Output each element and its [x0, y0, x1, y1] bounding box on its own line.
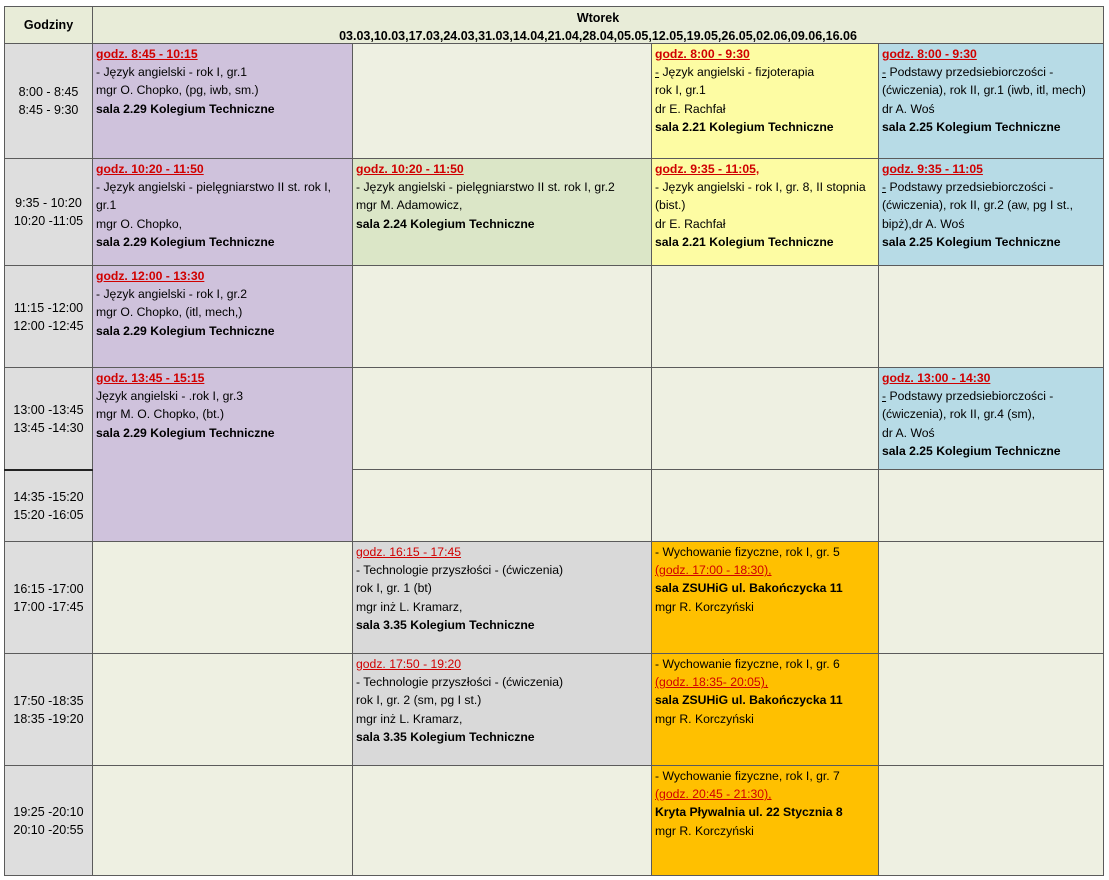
day-header — [92, 6, 1104, 44]
time-slot-end: 20:10 -20:55 — [13, 822, 84, 837]
class-time: godz. 9:35 - 11:05, — [655, 162, 760, 176]
class-subject: - Język angielski - rok I, gr. 8, II stopnia (bist.) — [655, 180, 866, 213]
time-slot-end: 12:00 -12:45 — [13, 318, 84, 333]
time-slot-4 — [4, 367, 93, 470]
time-slot-start: 11:15 -12:00 — [13, 300, 84, 315]
dash-marker: - — [655, 65, 660, 80]
class-teacher: mgr inż L. Kramarz, — [356, 711, 463, 726]
time-slot-end: 13:45 -14:30 — [13, 420, 84, 435]
time-slot-start: 9:35 - 10:20 — [15, 196, 82, 210]
class-group: rok I, gr.1 — [655, 83, 706, 98]
class-subject: - Technologie przyszłości - (ćwiczenia) — [356, 675, 564, 690]
class-room: sala 2.25 Kolegium Techniczne — [882, 443, 1061, 458]
class-time: (godz. 17:00 - 18:30), — [655, 563, 772, 578]
timetable — [4, 6, 1104, 876]
class-group: rok I, gr. 2 (sm, pg I st.) — [356, 693, 482, 708]
empty-cell — [878, 541, 1104, 654]
class-subject: - Podstawy przedsiebiorczości - (ćwiczenia), rok II, gr.4 (sm), — [882, 389, 1054, 422]
empty-cell — [878, 765, 1104, 876]
class-time: godz. 17:50 - 19:20 — [356, 657, 462, 671]
class-time: godz. 13:45 - 15:15 — [96, 371, 205, 385]
class-room: sala 2.29 Kolegium Techniczne — [96, 234, 275, 249]
class-room: sala ZSUHiG ul. Bakończycka 11 — [655, 581, 843, 596]
class-room: sala 2.25 Kolegium Techniczne — [882, 119, 1061, 134]
empty-cell — [352, 43, 652, 159]
time-slot-7 — [4, 653, 93, 766]
class-time: godz. 9:35 - 11:05 — [882, 162, 983, 176]
empty-cell — [352, 469, 652, 542]
slot-divider — [4, 469, 93, 471]
class-subject: - Technologie przyszłości - (ćwiczenia) — [356, 563, 564, 578]
class-room: sala 2.29 Kolegium Techniczne — [96, 101, 275, 116]
empty-cell — [878, 265, 1104, 368]
empty-cell — [651, 265, 879, 368]
class-room: sala 2.21 Kolegium Techniczne — [655, 234, 834, 249]
dash-marker: - — [882, 65, 887, 80]
class-room: sala 2.29 Kolegium Techniczne — [96, 425, 275, 440]
class-teacher: dr E. Rachfał — [655, 101, 726, 116]
class-entry-english-nursing-gr1[interactable] — [92, 158, 353, 266]
class-subject: Język angielski - .rok I, gr.3 — [96, 389, 243, 404]
class-subject: - Podstawy przedsiebiorczości - (ćwiczenia), rok II, gr.1 (iwb, itl, mech) — [882, 65, 1086, 98]
class-subject: - Język angielski - fizjoterapia — [655, 65, 815, 80]
day-dates: 03.03,10.03,17.03,24.03,31.03,14.04,21.04,28.04,05.05,12.05,19.05,26.05,02.06,09.06,16.06 — [339, 29, 857, 43]
class-time: godz. 13:00 - 14:30 — [882, 371, 991, 385]
class-teacher: dr E. Rachfał — [655, 216, 726, 231]
class-time: godz. 10:20 - 11:50 — [96, 162, 204, 176]
empty-cell — [92, 765, 353, 876]
class-entry-pe-gr7[interactable] — [651, 765, 879, 876]
class-teacher: mgr M. O. Chopko, (bt.) — [96, 407, 224, 422]
class-subject: - Wychowanie fizyczne, rok I, gr. 7 — [655, 769, 840, 783]
time-slot-end: 18:35 -19:20 — [13, 711, 84, 726]
class-room: sala 2.25 Kolegium Techniczne — [882, 234, 1061, 249]
class-time: godz. 12:00 - 13:30 — [96, 269, 205, 283]
hours-header — [4, 6, 93, 44]
class-room: Kryta Pływalnia ul. 22 Stycznia 8 — [655, 805, 843, 820]
class-subject: - Wychowanie fizyczne, rok I, gr. 5 — [655, 545, 840, 559]
class-teacher: mgr R. Korczyński — [655, 823, 754, 838]
class-entry-english-gr3[interactable] — [92, 367, 353, 542]
class-room: sala 3.35 Kolegium Techniczne — [356, 729, 535, 744]
time-slot-start: 14:35 -15:20 — [13, 489, 84, 504]
class-entry-english-gr2[interactable] — [92, 265, 353, 368]
time-slot-end: 17:00 -17:45 — [13, 599, 84, 614]
class-teacher: mgr O. Chopko, — [96, 216, 183, 231]
class-time: godz. 8:45 - 10:15 — [96, 47, 198, 61]
empty-cell — [92, 653, 353, 766]
class-time: godz. 8:00 - 9:30 — [882, 47, 977, 61]
class-room: sala 3.35 Kolegium Techniczne — [356, 617, 535, 632]
class-subject: - Język angielski - pielęgniarstwo II st. rok I, gr.2 — [356, 180, 615, 195]
class-entry-pe-gr5[interactable] — [651, 541, 879, 654]
class-subject: - Język angielski - rok I, gr.1 — [96, 65, 248, 80]
class-time: godz. 16:15 - 17:45 — [356, 545, 462, 559]
time-slot-start: 16:15 -17:00 — [13, 581, 84, 596]
empty-cell — [92, 541, 353, 654]
time-slot-8 — [4, 765, 93, 876]
time-slot-start: 8:00 - 8:45 — [18, 85, 79, 99]
empty-cell — [651, 367, 879, 470]
class-entry-pe-gr6[interactable] — [651, 653, 879, 766]
class-entry-entrepreneurship-gr4[interactable] — [878, 367, 1104, 470]
class-subject: - Podstawy przedsiebiorczości - (ćwiczenia), rok II, gr.2 (aw, pg I st., bipż),dr A. Woś — [882, 180, 1073, 231]
class-teacher: mgr R. Korczyński — [655, 711, 754, 726]
class-room: sala ZSUHiG ul. Bakończycka 11 — [655, 693, 843, 708]
class-entry-english-gr1[interactable] — [92, 43, 353, 159]
class-teacher: dr A. Woś — [882, 425, 935, 440]
time-slot-3 — [4, 265, 93, 368]
day-name: Wtorek — [576, 11, 620, 25]
class-entry-entrepreneurship-gr1[interactable] — [878, 43, 1104, 159]
class-teacher: mgr O. Chopko, (pg, iwb, sm.) — [96, 83, 259, 98]
class-entry-future-tech-gr2[interactable] — [352, 653, 652, 766]
time-slot-start: 19:25 -20:10 — [13, 804, 84, 819]
class-entry-entrepreneurship-gr2[interactable] — [878, 158, 1104, 266]
class-subject: - Wychowanie fizyczne, rok I, gr. 6 — [655, 657, 840, 671]
class-subject: - Język angielski - rok I, gr.2 — [96, 287, 248, 302]
empty-cell — [352, 265, 652, 368]
time-slot-end: 15:20 -16:05 — [13, 507, 84, 522]
time-slot-start: 17:50 -18:35 — [13, 693, 84, 708]
hours-header-label: Godziny — [23, 18, 74, 32]
class-teacher: dr A. Woś — [882, 101, 935, 116]
class-entry-future-tech-gr1[interactable] — [352, 541, 652, 654]
class-room: sala 2.24 Kolegium Techniczne — [356, 216, 535, 231]
time-slot-end: 10:20 -11:05 — [13, 214, 84, 228]
dash-marker: - — [882, 389, 887, 404]
class-teacher: mgr O. Chopko, (itl, mech,) — [96, 305, 243, 320]
empty-cell — [651, 469, 879, 542]
class-subject: - Język angielski - pielęgniarstwo II st. rok I, gr.1 — [96, 180, 332, 213]
class-group: rok I, gr. 1 (bt) — [356, 581, 432, 596]
class-entry-english-physio[interactable] — [651, 43, 879, 159]
class-teacher: mgr M. Adamowicz, — [356, 198, 463, 213]
time-slot-start: 13:00 -13:45 — [13, 402, 84, 417]
class-teacher: mgr inż L. Kramarz, — [356, 599, 463, 614]
empty-cell — [352, 765, 652, 876]
time-slot-6 — [4, 541, 93, 654]
time-slot-5 — [4, 469, 93, 542]
dash-marker: - — [882, 180, 887, 195]
empty-cell — [878, 653, 1104, 766]
empty-cell — [352, 367, 652, 470]
class-time: godz. 8:00 - 9:30 — [655, 47, 750, 61]
class-time: (godz. 20:45 - 21:30), — [655, 787, 772, 802]
empty-cell — [878, 469, 1104, 542]
time-slot-1 — [4, 43, 93, 159]
class-time: godz. 10:20 - 11:50 — [356, 162, 464, 176]
time-slot-2 — [4, 158, 93, 266]
class-teacher: mgr R. Korczyński — [655, 599, 754, 614]
class-room: sala 2.21 Kolegium Techniczne — [655, 119, 834, 134]
class-entry-english-gr8[interactable] — [651, 158, 879, 266]
class-room: sala 2.29 Kolegium Techniczne — [96, 323, 275, 338]
time-slot-end: 8:45 - 9:30 — [18, 103, 79, 117]
class-time: (godz. 18:35- 20:05), — [655, 675, 769, 690]
class-entry-english-nursing-gr2[interactable] — [352, 158, 652, 266]
